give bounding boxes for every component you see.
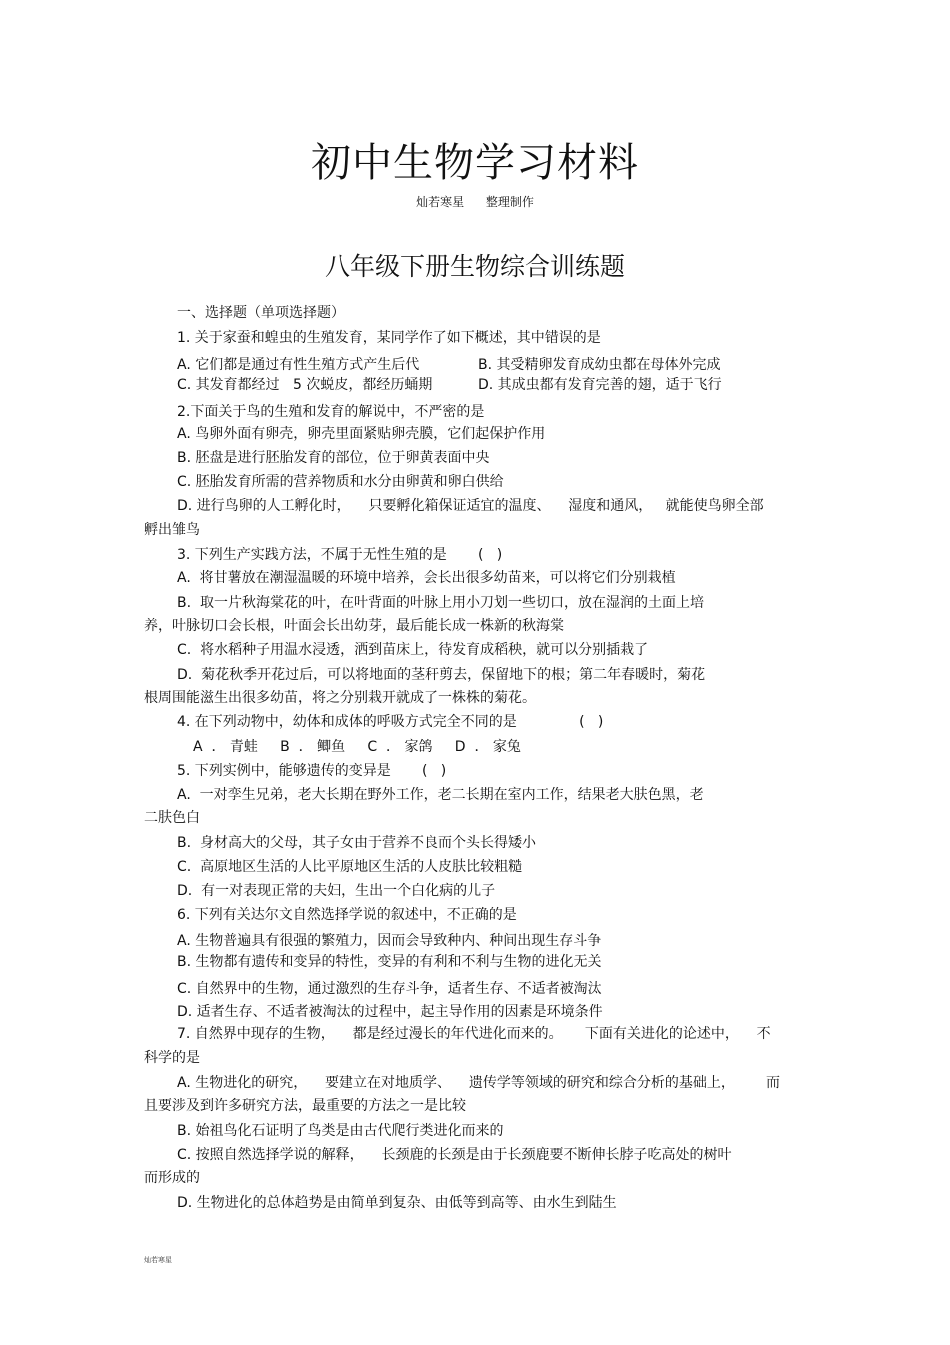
option-1c: C. 其发育都经过 5 次蜕皮，都经历蛹期 <box>177 377 433 393</box>
option-7a: A. 生物进化的研究， 要建立在对地质学、 遗传学等领域的研究和综合分析的基础上， 而 <box>177 1075 780 1091</box>
option-7c: C. 按照自然选择学说的解释， 长颈鹿的长颈是由于长颈鹿要不断伸长脖子吃高处的树叶 <box>177 1147 732 1163</box>
option-2d-cont: 孵出雏鸟 <box>144 522 200 538</box>
option-5a: A. 一对孪生兄弟，老大长期在野外工作，老二长期在室内工作，结果老大肤色黑，老 <box>177 787 704 803</box>
option-7b: B. 始祖鸟化石证明了鸟类是由古代爬行类进化而来的 <box>177 1123 504 1139</box>
option-3d-cont: 根周围能滋生出很多幼苗，将之分别栽开就成了一株株的菊花。 <box>144 690 536 706</box>
option-5c: C. 高原地区生活的人比平原地区生活的人皮肤比较粗糙 <box>177 859 523 875</box>
option-7a-cont: 且要涉及到许多研究方法，最重要的方法之一是比较 <box>144 1098 466 1114</box>
option-3b: B. 取一片秋海棠花的叶，在叶背面的叶脉上用小刀划一些切口，放在湿润的土面上培 <box>177 595 704 611</box>
option-7c-cont: 而形成的 <box>144 1170 200 1186</box>
option-5b: B. 身材高大的父母，其子女由于营养不良而个头长得矮小 <box>177 835 536 851</box>
option-3b-cont: 养，叶脉切口会长根，叶面会长出幼芽，最后能长成一株新的秋海棠 <box>144 618 564 634</box>
option-6b: B. 生物都有遗传和变异的特性，变异的有利和不利与生物的进化无关 <box>177 954 602 970</box>
option-3a: A. 将甘薯放在潮湿温暖的环境中培养，会长出很多幼苗来，可以将它们分别栽植 <box>177 570 676 586</box>
question-2: 2.下面关于鸟的生殖和发育的解说中，不严密的是 <box>177 404 485 420</box>
option-2b: B. 胚盘是进行胚胎发育的部位，位于卵黄表面中央 <box>177 450 490 466</box>
option-6d: D. 适者生存、不适者被淘汰的过程中，起主导作用的因素是环境条件 <box>177 1004 603 1020</box>
option-6a: A. 生物普遍具有很强的繁殖力，因而会导致种内、种间出现生存斗争 <box>177 933 602 949</box>
question-5: 5. 下列实例中，能够遗传的变异是 ( ) <box>177 763 447 779</box>
option-1a: A. 它们都是通过有性生殖方式产生后代 <box>177 357 420 373</box>
question-3: 3. 下列生产实践方法，不属于无性生殖的是 ( ) <box>177 547 503 563</box>
option-3c: C. 将水稻种子用温水浸透，洒到苗床上，待发育成稻秧，就可以分别插栽了 <box>177 642 649 658</box>
options-4: A ． 青蛙 B ． 鲫鱼 C ． 家鸽 D ． 家兔 <box>193 739 521 755</box>
exam-title: 八年级下册生物综合训练题 <box>324 252 625 281</box>
option-3d: D. 菊花秋季开花过后，可以将地面的茎秆剪去，保留地下的根；第二年春暖时，菊花 <box>177 667 706 683</box>
question-6: 6. 下列有关达尔文自然选择学说的叙述中，不正确的是 <box>177 907 517 923</box>
section-heading: 一、选择题（单项选择题） <box>177 305 345 321</box>
option-5d: D. 有一对表现正常的夫妇，生出一个白化病的儿子 <box>177 883 496 899</box>
question-7: 7. 自然界中现存的生物， 都是经过漫长的年代进化而来的。 下面有关进化的论述中， 不 <box>177 1026 771 1042</box>
option-1b: B. 其受精卵发育成幼虫都在母体外完成 <box>478 357 721 373</box>
author-line: 灿若寒星 整理制作 <box>416 195 534 209</box>
option-6c: C. 自然界中的生物，通过激烈的生存斗争，适者生存、不适者被淘汰 <box>177 981 602 997</box>
option-5a-cont: 二肤色白 <box>144 810 200 826</box>
footer-text: 灿若寒星 <box>144 1256 172 1264</box>
question-4: 4. 在下列动物中，幼体和成体的呼吸方式完全不同的是 ( ) <box>177 714 604 730</box>
option-1d: D. 其成虫都有发育完善的翅，适于飞行 <box>478 377 722 393</box>
question-7-cont: 科学的是 <box>144 1050 200 1066</box>
option-2d: D. 进行鸟卵的人工孵化时， 只要孵化箱保证适宜的温度、 湿度和通风， 就能使鸟卵全部 <box>177 498 764 514</box>
question-1: 1. 关于家蚕和蝗虫的生殖发育，某同学作了如下概述，其中错误的是 <box>177 330 601 346</box>
option-2a: A. 鸟卵外面有卵壳，卵壳里面紧贴卵壳膜，它们起保护作用 <box>177 426 546 442</box>
option-2c: C. 胚胎发育所需的营养物质和水分由卵黄和卵白供给 <box>177 474 504 490</box>
option-7d: D. 生物进化的总体趋势是由简单到复杂、由低等到高等、由水生到陆生 <box>177 1195 617 1211</box>
page-title: 初中生物学习材料 <box>311 140 639 186</box>
